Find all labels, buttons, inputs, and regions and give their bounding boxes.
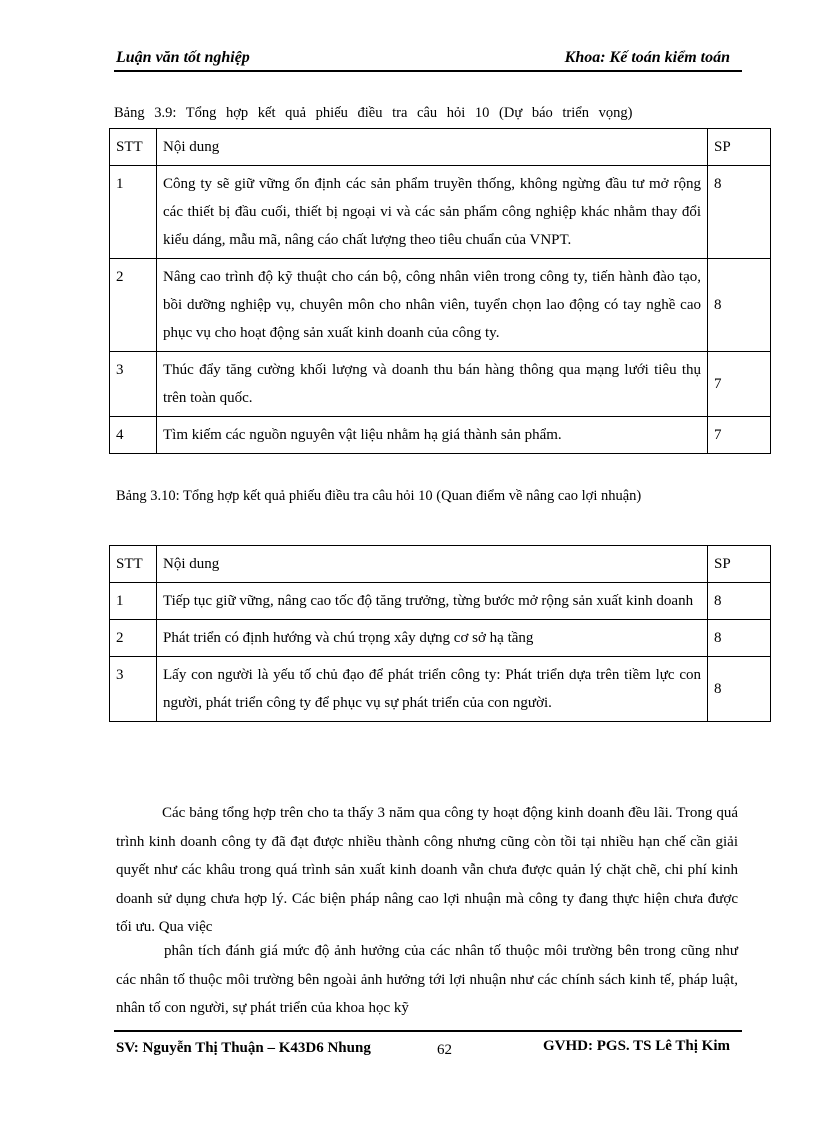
table-forecast — [109, 128, 771, 454]
row-content: Công ty sẽ giữ vững ổn định các sản phẩm truyền thống, không ngừng đầu tư mở rộng các thiết bị đầu cuối, thiết bị ngoại vi và các sản phẩm công nghiệp khác nhằm thay đổi kiểu dáng, mẫu mã, nâng cáo chất lượng theo tiêu chuẩn của VNPT. — [157, 166, 708, 259]
table-row — [110, 166, 771, 259]
table-row — [110, 583, 771, 620]
header-faculty: Khoa: Kế toán kiểm toán — [564, 49, 730, 66]
row-sp: 7 — [708, 417, 771, 454]
row-sp: 8 — [708, 583, 771, 620]
table-row — [110, 657, 771, 722]
header-content: Nội dung — [157, 129, 708, 166]
row-content: Thúc đẩy tăng cường khối lượng và doanh thu bán hàng thông qua mạng lưới tiêu thụ trên toàn quốc. — [157, 352, 708, 417]
row-sp: 8 — [708, 657, 771, 722]
body-paragraph: phân tích đánh giá mức độ ảnh hưởng của các nhân tố thuộc môi trường bên trong cũng như các nhân tố thuộc môi trường bên ngoài ảnh hưởng tới lợi nhuận như các chính sách kinh tế, pháp luật, nhân tố con người, sự phát triển của khoa học kỹ — [116, 943, 738, 1016]
body-paragraph: Các bảng tổng hợp trên cho ta thấy 3 năm qua công ty hoạt động kinh doanh đều lãi. Trong quá trình kinh doanh công ty đã đạt được nhiều thành công nhưng cũng còn tồi tại nhiều hạn chế cần giải quyết như các khâu trong quá trình sản xuất kinh doanh vẫn chưa được quản lý chặt chẽ, chi phí kinh doanh sử dụng chưa hợp lý. Các biện pháp nâng cao lợi nhuận mà công ty đang thực hiện chưa được tối ưu. Qua việc — [116, 805, 738, 935]
footer-student: SV: Nguyễn Thị Thuận – K43D6 Nhung — [116, 1040, 371, 1056]
row-stt: 3 — [110, 657, 157, 722]
table-header-row — [110, 546, 771, 583]
header-sp: SP — [708, 129, 771, 166]
header-stt: STT — [110, 546, 157, 583]
table2-caption: Bảng 3.10: Tổng hợp kết quả phiếu điều tra câu hỏi 10 (Quan điểm về nâng cao lợi nhuận) — [116, 488, 642, 504]
footer-advisor: GVHD: PGS. TS Lê Thị Kim — [543, 1038, 730, 1054]
row-content: Phát triển có định hướng và chú trọng xây dựng cơ sở hạ tầng — [157, 620, 708, 657]
row-sp: 8 — [708, 259, 771, 352]
header-stt: STT — [110, 129, 157, 166]
row-content: Tiếp tục giữ vững, nâng cao tốc độ tăng trưởng, từng bước mở rộng sản xuất kinh doanh — [157, 583, 708, 620]
table-header-row — [110, 129, 771, 166]
row-stt: 2 — [110, 620, 157, 657]
row-content: Tìm kiếm các nguồn nguyên vật liệu nhằm hạ giá thành sản phẩm. — [157, 417, 708, 454]
row-stt: 1 — [110, 166, 157, 259]
row-stt: 2 — [110, 259, 157, 352]
row-sp: 8 — [708, 620, 771, 657]
table-row — [110, 417, 771, 454]
page-footer — [114, 1030, 742, 1058]
row-stt: 1 — [110, 583, 157, 620]
row-stt: 3 — [110, 352, 157, 417]
header-sp: SP — [708, 546, 771, 583]
row-sp: 7 — [708, 352, 771, 417]
header-thesis-title: Luận văn tốt nghiệp — [116, 49, 250, 66]
header-content: Nội dung — [157, 546, 708, 583]
row-content: Nâng cao trình độ kỹ thuật cho cán bộ, công nhân viên trong công ty, tiến hành đào tạo, bồi dưỡng nghiệp vụ, chuyên môn cho nhân viên, tuyển chọn lao động có tay nghề cao phục vụ cho hoạt động sản xuất kinh doanh của công ty. — [157, 259, 708, 352]
table-row — [110, 259, 771, 352]
row-stt: 4 — [110, 417, 157, 454]
table-row — [110, 352, 771, 417]
row-content: Lấy con người là yếu tố chủ đạo để phát triển công ty: Phát triển dựa trên tiềm lực con người, phát triển công ty để phục vụ sự phát triển của con người. — [157, 657, 708, 722]
page-number: 62 — [437, 1042, 452, 1058]
row-sp: 8 — [708, 166, 771, 259]
table-row — [110, 620, 771, 657]
table1-caption: Bảng 3.9: Tổng hợp kết quả phiếu điều tra câu hỏi 10 (Dự báo triển vọng) — [114, 105, 633, 121]
page-header — [114, 48, 742, 72]
table-profit-view — [109, 545, 771, 722]
